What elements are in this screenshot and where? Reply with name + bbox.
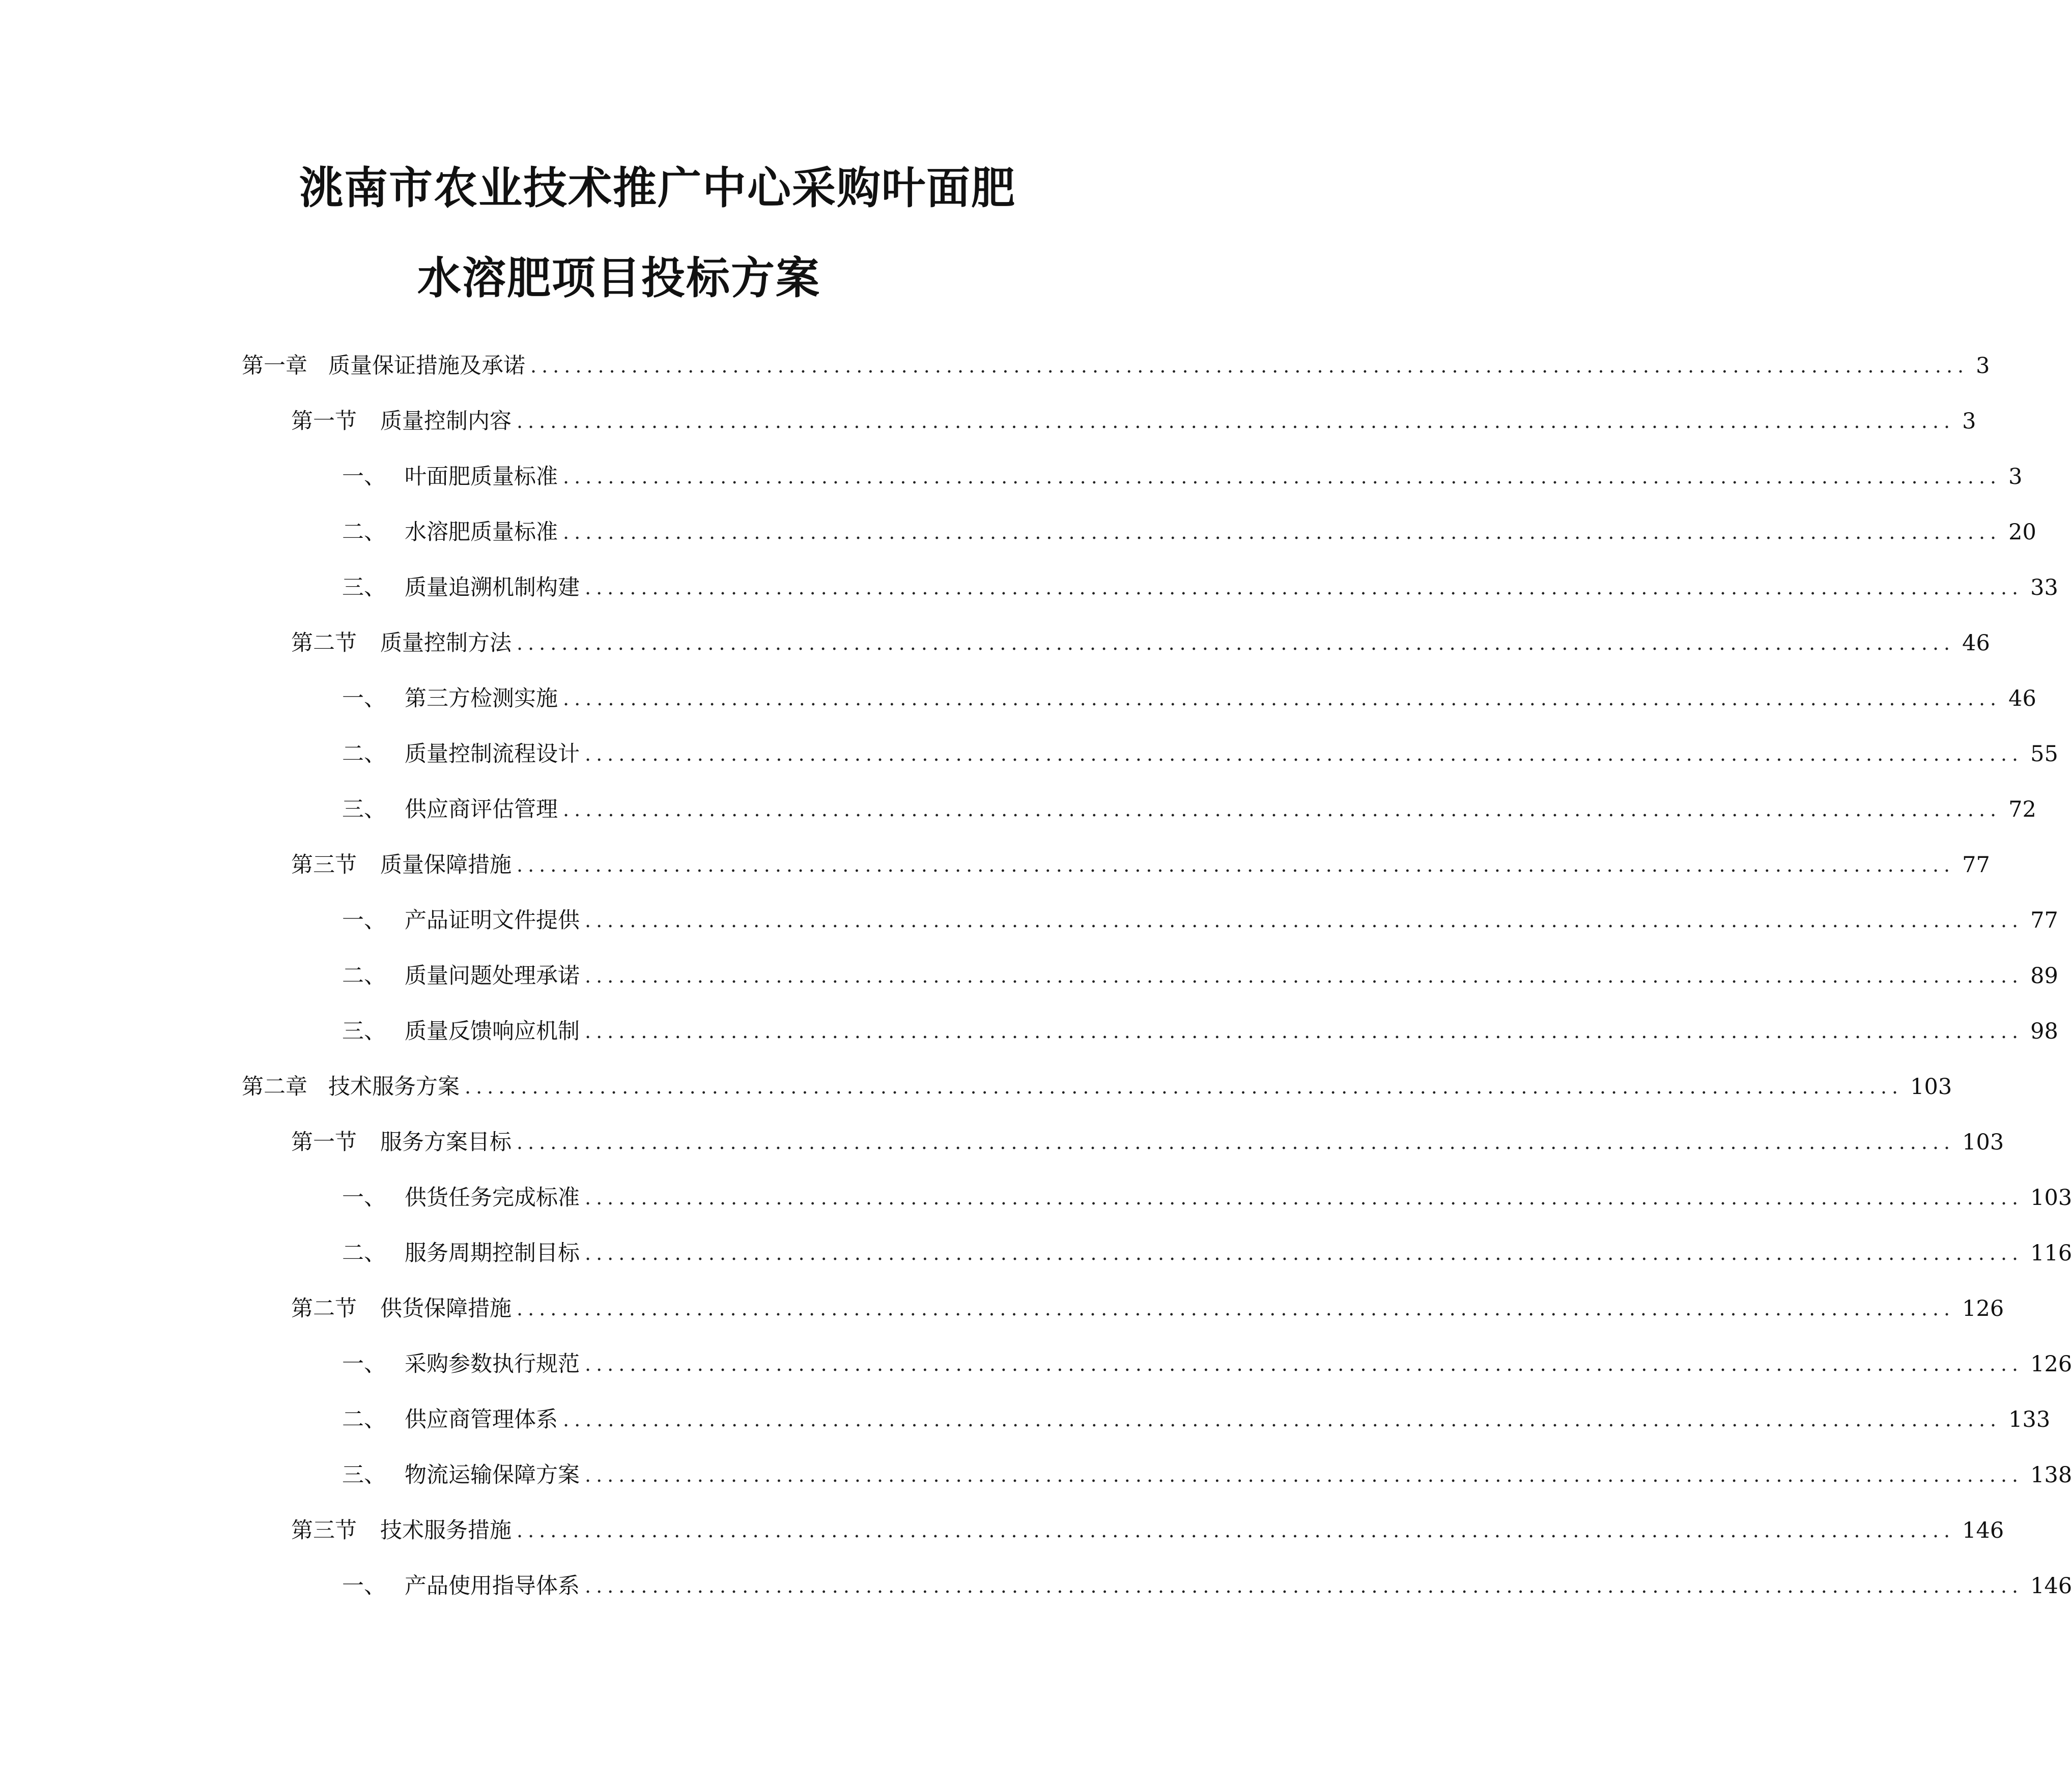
toc-entry-label: 产品使用指导体系	[405, 1573, 580, 1599]
toc-dot-leader: ................................................................................................................................	[517, 1519, 1955, 1542]
toc-entry-label: 供货保障措施	[380, 1296, 512, 1321]
document-title-line-2: 水溶肥项目投标方案	[417, 253, 820, 304]
toc-dot-leader: ................................................................................................................................	[585, 965, 2024, 987]
toc-subsection[interactable]	[342, 1235, 2072, 1271]
toc-entry-page: 3	[2008, 464, 2023, 490]
toc-entry-prefix: 第三节	[291, 852, 357, 878]
toc-dot-leader: ................................................................................................................................	[563, 466, 2002, 488]
toc-entry-prefix: 二、	[342, 1241, 386, 1266]
toc-entry-prefix: 第一节	[291, 409, 357, 434]
toc-entry-prefix: 二、	[342, 1407, 386, 1432]
toc-entry-prefix: 一、	[342, 1573, 386, 1599]
toc-entry-page: 33	[2030, 575, 2058, 600]
toc-entry-label: 服务周期控制目标	[405, 1241, 580, 1266]
toc-entry-prefix: 二、	[342, 741, 386, 767]
toc-dot-leader: ................................................................................................................................	[585, 909, 2024, 932]
toc-entry-label: 质量控制方法	[380, 630, 512, 656]
toc-entry-page: 46	[2008, 686, 2036, 711]
toc-dot-leader: ................................................................................................................................	[517, 410, 1955, 433]
toc-subsection[interactable]	[342, 1180, 2072, 1216]
toc-entry-prefix: 一、	[342, 686, 386, 711]
toc-subsection[interactable]	[342, 1457, 2072, 1493]
toc-entry-prefix: 第二节	[291, 630, 357, 656]
toc-entry-label: 供货任务完成标准	[405, 1185, 580, 1211]
toc-entry-label: 质量控制内容	[380, 409, 512, 434]
toc-entry-label: 采购参数执行规范	[405, 1351, 580, 1377]
toc-dot-leader: ................................................................................................................................	[585, 1187, 2024, 1209]
toc-dot-leader: ................................................................................................................................	[563, 1408, 2002, 1431]
toc-dot-leader: ................................................................................................................................	[563, 798, 2002, 821]
toc-entry-label: 物流运输保障方案	[405, 1462, 580, 1488]
toc-entry-label: 质量追溯机制构建	[405, 575, 580, 600]
toc-entry-prefix: 二、	[342, 520, 386, 545]
toc-entry-label: 质量控制流程设计	[405, 741, 580, 767]
toc-entry-page: 146	[1962, 1518, 2004, 1543]
toc-chapter-1[interactable]	[242, 348, 1990, 384]
toc-entry-page: 98	[2030, 1019, 2058, 1044]
toc-entry-page: 3	[1976, 353, 1990, 379]
toc-entry-page: 55	[2030, 741, 2058, 767]
toc-entry-label: 服务方案目标	[380, 1130, 512, 1155]
toc-entry-prefix: 三、	[342, 797, 386, 822]
toc-dot-leader: ................................................................................................................................	[585, 1020, 2024, 1043]
toc-entry-prefix: 第三节	[291, 1518, 357, 1543]
toc-entry-prefix: 第二节	[291, 1296, 357, 1321]
toc-entry-label: 质量反馈响应机制	[405, 1019, 580, 1044]
toc-subsection[interactable]	[342, 681, 2036, 716]
document-title-line-1: 洮南市农业技术推广中心采购叶面肥	[299, 163, 1016, 214]
toc-entry-prefix: 三、	[342, 1462, 386, 1488]
toc-subsection[interactable]	[342, 903, 2058, 938]
toc-dot-leader: ................................................................................................................................	[585, 1353, 2024, 1375]
toc-entry-prefix: 二、	[342, 963, 386, 989]
toc-entry-page: 72	[2008, 797, 2036, 822]
toc-dot-leader: ................................................................................................................................	[517, 854, 1955, 876]
toc-entry-prefix: 三、	[342, 575, 386, 600]
toc-entry-label: 产品证明文件提供	[405, 908, 580, 933]
toc-dot-leader: ................................................................................................................................	[585, 1575, 2024, 1597]
toc-section[interactable]	[291, 404, 1976, 439]
toc-entry-prefix: 第一章	[242, 353, 307, 379]
toc-entry-label: 质量保障措施	[380, 852, 512, 878]
toc-entry-page: 77	[2030, 908, 2058, 933]
toc-entry-page: 146	[2030, 1573, 2072, 1599]
toc-dot-leader: ................................................................................................................................	[585, 577, 2024, 599]
toc-entry-page: 116	[2030, 1241, 2072, 1266]
toc-entry-label: 供应商评估管理	[405, 797, 558, 822]
toc-dot-leader: ................................................................................................................................	[465, 1076, 1904, 1098]
toc-subsection[interactable]	[342, 1568, 2072, 1604]
toc-entry-label: 技术服务方案	[328, 1074, 460, 1100]
toc-subsection[interactable]	[342, 958, 2058, 994]
toc-entry-label: 供应商管理体系	[405, 1407, 558, 1432]
toc-dot-leader: ................................................................................................................................	[585, 1242, 2024, 1264]
toc-entry-prefix: 一、	[342, 908, 386, 933]
toc-subsection[interactable]	[342, 1014, 2058, 1049]
toc-dot-leader: ................................................................................................................................	[517, 632, 1955, 654]
toc-entry-prefix: 一、	[342, 1351, 386, 1377]
toc-entry-page: 103	[1910, 1074, 1952, 1100]
toc-entry-label: 叶面肥质量标准	[405, 464, 558, 490]
toc-entry-label: 第三方检测实施	[405, 686, 558, 711]
toc-entry-page: 138	[2030, 1462, 2072, 1488]
toc-entry-prefix: 一、	[342, 1185, 386, 1211]
toc-subsection[interactable]	[342, 792, 2036, 827]
toc-chapter-2[interactable]	[242, 1069, 1952, 1105]
toc-section[interactable]	[291, 847, 1990, 883]
toc-entry-page: 126	[1962, 1296, 2004, 1321]
toc-dot-leader: ................................................................................................................................	[563, 521, 2002, 543]
toc-subsection[interactable]	[342, 736, 2058, 772]
toc-entry-label: 技术服务措施	[380, 1518, 512, 1543]
toc-subsection[interactable]	[342, 514, 2036, 550]
toc-entry-page: 133	[2008, 1407, 2051, 1432]
toc-section[interactable]	[291, 1513, 2004, 1548]
toc-subsection[interactable]	[342, 459, 2023, 495]
toc-entry-page: 20	[2008, 520, 2036, 545]
toc-section[interactable]	[291, 625, 1990, 661]
toc-entry-page: 103	[2030, 1185, 2072, 1211]
toc-dot-leader: ................................................................................................................................	[530, 355, 1969, 377]
toc-entry-prefix: 第二章	[242, 1074, 307, 1100]
toc-section[interactable]	[291, 1125, 2004, 1160]
toc-entry-prefix: 第一节	[291, 1130, 357, 1155]
toc-entry-page: 3	[1962, 409, 1976, 434]
toc-entry-prefix: 一、	[342, 464, 386, 490]
toc-dot-leader: ................................................................................................................................	[517, 1131, 1955, 1154]
toc-subsection[interactable]	[342, 570, 2058, 606]
toc-entry-label: 质量保证措施及承诺	[328, 353, 525, 379]
toc-entry-page: 103	[1962, 1130, 2004, 1155]
toc-dot-leader: ................................................................................................................................	[585, 743, 2024, 765]
toc-dot-leader: ................................................................................................................................	[585, 1464, 2024, 1486]
toc-entry-page: 46	[1962, 630, 1990, 656]
toc-entry-page: 126	[2030, 1351, 2072, 1377]
toc-section[interactable]	[291, 1291, 2004, 1327]
toc-entry-label: 质量问题处理承诺	[405, 963, 580, 989]
toc-entry-prefix: 三、	[342, 1019, 386, 1044]
toc-entry-page: 89	[2030, 963, 2058, 989]
toc-entry-page: 77	[1962, 852, 1990, 878]
toc-subsection[interactable]	[342, 1402, 2051, 1437]
toc-dot-leader: ................................................................................................................................	[563, 687, 2002, 710]
toc-entry-label: 水溶肥质量标准	[405, 520, 558, 545]
toc-subsection[interactable]	[342, 1346, 2072, 1382]
toc-dot-leader: ................................................................................................................................	[517, 1298, 1955, 1320]
